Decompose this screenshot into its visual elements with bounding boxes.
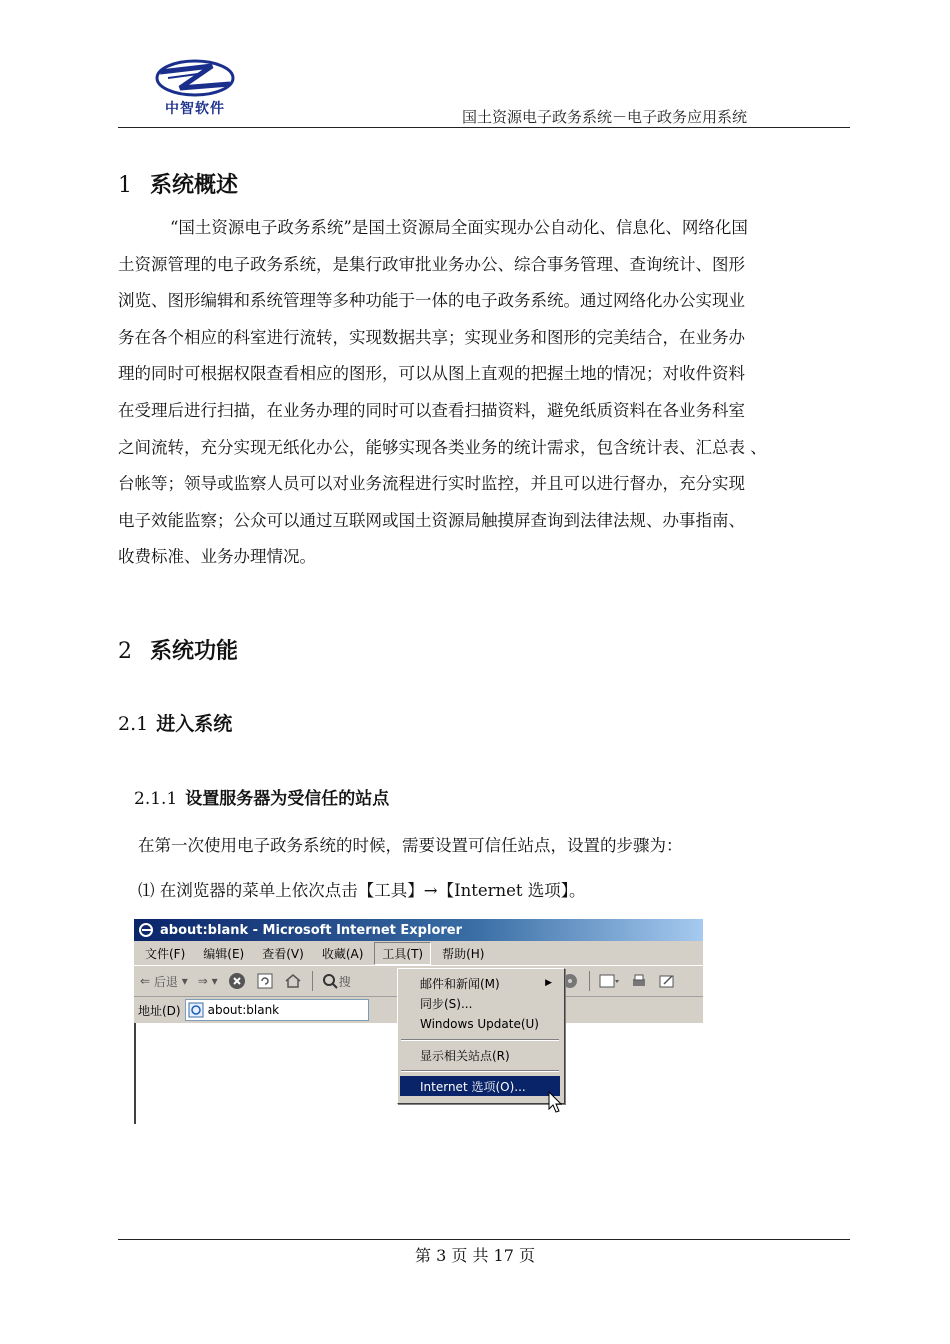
forward-arrow-icon: ⇒ <box>197 974 208 988</box>
company-logo <box>150 58 240 118</box>
logo-text: 中智软件 <box>165 101 225 117</box>
back-arrow-icon: ⇐ <box>140 974 151 988</box>
section-title: 系统概述 <box>150 173 239 198</box>
menu-file[interactable]: 文件(F) <box>145 946 186 961</box>
paragraph-line: 之间流转，充分实现无纸化办公，能够实现各类业务的统计需求，包含统计表、汇总表 、 <box>118 437 767 457</box>
section-2-heading <box>118 634 238 665</box>
back-button[interactable]: ⇐ 后退 ▾ <box>140 974 188 989</box>
step-1-text: ⑴ 在浏览器的菜单上依次点击【工具】→【Internet 选项】。 <box>138 881 586 900</box>
menu-edit[interactable]: 编辑(E) <box>203 946 245 961</box>
menu-item-label: 同步(S)... <box>420 996 473 1011</box>
mail-button[interactable] <box>598 972 620 990</box>
toolbar-separator <box>589 971 590 991</box>
stop-icon <box>228 972 246 990</box>
print-button[interactable] <box>630 972 648 990</box>
paragraph-line: 土资源管理的电子政务系统，是集行政审批业务办公、综合事务管理、查询统计、图形 <box>118 254 745 274</box>
intro-text: 在第一次使用电子政务系统的时候，需要设置可信任站点，设置的步骤为： <box>138 836 683 855</box>
section-1-paragraph <box>118 210 858 576</box>
section-title: 进入系统 <box>156 713 233 735</box>
ie-logo-icon <box>138 922 154 938</box>
paragraph-line: 务在各个相应的科室进行流转，实现数据共享；实现业务和图形的完美结合，在业务办 <box>118 327 745 347</box>
header-title: 国土资源电子政务系统－电子政务应用系统 <box>462 108 748 126</box>
address-label: 地址(D) <box>138 1003 181 1018</box>
search-icon <box>321 972 339 990</box>
ie-window-title: about:blank - Microsoft Internet Explorer <box>160 922 463 938</box>
search-button[interactable] <box>321 972 351 990</box>
toolbar-separator <box>312 971 313 991</box>
menu-item-windows-update[interactable] <box>400 1014 560 1034</box>
stop-button[interactable] <box>228 972 246 990</box>
search-label: 搜 <box>338 974 351 989</box>
menu-tools[interactable]: 工具(T) <box>374 942 431 965</box>
menu-item-label: 邮件和新闻(M) <box>420 976 500 991</box>
menu-item-sync[interactable] <box>400 993 560 1013</box>
refresh-button[interactable] <box>256 972 274 990</box>
home-button[interactable] <box>284 972 302 990</box>
paragraph-line: 理的同时可根据权限查看相应的图形，可以从图上直观的把握土地的情况；对收件资料 <box>118 364 745 384</box>
paragraph-line: 浏览、图形编辑和系统管理等多种功能于一体的电子政务系统。通过网络化办公实现业 <box>118 291 745 311</box>
menu-help[interactable]: 帮助(H) <box>442 946 485 961</box>
section-number: 2.1 <box>118 713 149 735</box>
menu-favorites[interactable]: 收藏(A) <box>321 946 364 961</box>
paragraph-line: “国土资源电子政务系统”是国土资源局全面实现办公自动化、信息化、网络化国 <box>170 218 748 237</box>
section-2-1-1-heading <box>134 784 389 809</box>
menu-item-mail-news[interactable] <box>400 973 560 993</box>
menu-item-label: 显示相关站点(R) <box>420 1048 510 1063</box>
section-title: 系统功能 <box>150 639 239 664</box>
menu-item-label: Internet 选项(O)... <box>420 1079 526 1094</box>
menu-item-label: Windows Update(U) <box>420 1017 539 1031</box>
menu-item-internet-options[interactable] <box>400 1076 560 1096</box>
paragraph-line: 在受理后进行扫描，在业务办理的同时可以查看扫描资料，避免纸质资料在各业务科室 <box>118 400 745 420</box>
section-number: 1 <box>118 173 132 198</box>
edit-icon <box>658 972 676 990</box>
section-1-heading <box>118 168 238 199</box>
page-ie-icon <box>188 1002 204 1018</box>
paragraph-line: 台帐等；领导或监察人员可以对业务流程进行实时监控，并且可以进行督办，充分实现 <box>118 474 745 494</box>
footer-divider <box>118 1239 850 1240</box>
menu-item-related-sites[interactable] <box>400 1045 560 1065</box>
home-icon <box>284 972 302 990</box>
section-2-1-heading <box>118 709 232 736</box>
print-icon <box>630 972 648 990</box>
section-number: 2 <box>118 639 132 664</box>
section-title: 设置服务器为受信任的站点 <box>185 789 390 809</box>
address-input[interactable] <box>185 999 369 1021</box>
mail-icon <box>598 972 620 990</box>
menu-separator <box>401 1070 559 1072</box>
ie-titlebar <box>134 919 703 941</box>
address-value: about:blank <box>207 1003 280 1017</box>
menu-view[interactable]: 查看(V) <box>262 946 304 961</box>
forward-button[interactable]: ⇒ ▾ <box>197 974 218 988</box>
submenu-arrow-icon: ▶ <box>545 978 552 988</box>
mouse-cursor-icon <box>548 1091 564 1115</box>
header-divider <box>118 127 850 128</box>
refresh-icon <box>256 972 274 990</box>
edit-button[interactable] <box>658 972 676 990</box>
ie-menubar <box>134 941 703 966</box>
ie-screenshot <box>134 919 703 1124</box>
back-label: 后退 <box>153 974 178 989</box>
menu-separator <box>401 1039 559 1041</box>
tools-dropdown-menu <box>397 968 565 1104</box>
page-number: 第 3 页 共 17 页 <box>415 1246 535 1265</box>
section-number: 2.1.1 <box>134 789 178 809</box>
logo-emblem-icon <box>150 58 240 102</box>
paragraph-line: 收费标准、业务办理情况。 <box>118 547 316 567</box>
paragraph-line: 电子效能监察；公众可以通过互联网或国土资源局触摸屏查询到法律法规、办事指南、 <box>118 510 745 530</box>
